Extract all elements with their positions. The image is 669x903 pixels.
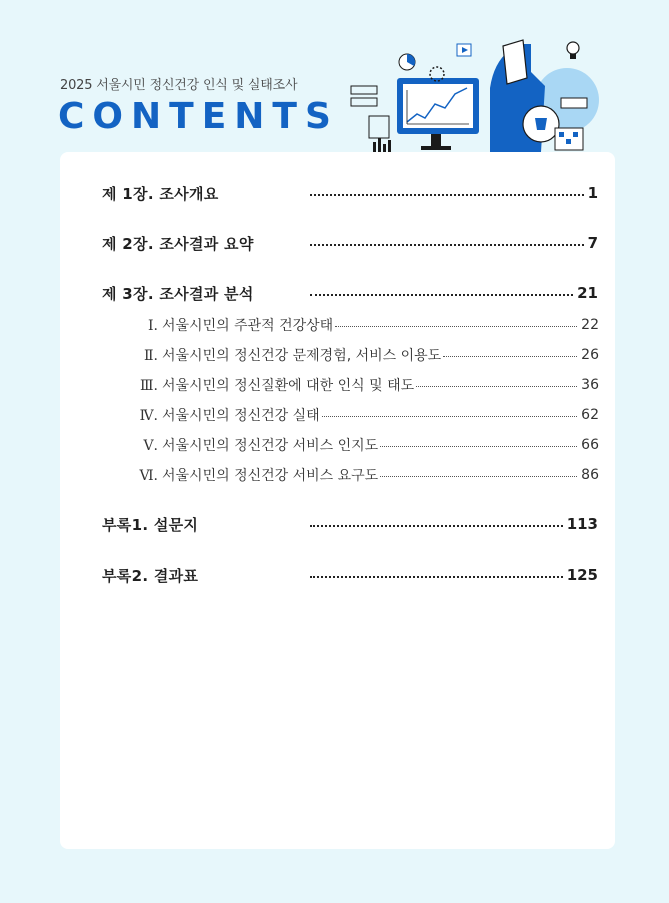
toc-section-2[interactable]	[136, 344, 599, 366]
toc-section-5[interactable]	[136, 434, 599, 456]
contents-title: CONTENTS	[58, 96, 339, 137]
chapter-label: 제 2장. 조사결과 요약	[102, 234, 254, 253]
section-label: 서울시민의 주관적 건강상태	[162, 318, 334, 334]
section-numeral: Ⅲ.	[140, 378, 158, 394]
page-number: 113	[566, 515, 598, 533]
toc-section-4[interactable]	[136, 404, 599, 426]
page-number: 21	[577, 284, 598, 302]
dot-leader	[310, 294, 573, 296]
section-label: 서울시민의 정신건강 서비스 인지도	[162, 438, 379, 454]
toc-appendix-2[interactable]	[102, 563, 598, 587]
analytics-illustration	[345, 28, 605, 154]
dot-leader	[322, 416, 578, 417]
section-label: 서울시민의 정신건강 실태	[162, 408, 320, 424]
page-number: 62	[581, 407, 599, 423]
page-number: 36	[581, 377, 599, 393]
page-number: 22	[581, 317, 599, 333]
section-numeral: Ⅴ.	[143, 438, 158, 454]
appendix-label: 부록1. 설문지	[102, 515, 199, 534]
dot-leader	[335, 326, 577, 327]
dot-leader	[310, 525, 563, 527]
report-subtitle: 2025 서울시민 정신건강 인식 및 실태조사	[60, 78, 298, 93]
section-numeral: Ⅵ.	[139, 468, 158, 484]
section-numeral: Ⅳ.	[139, 408, 158, 424]
chapter-label: 제 1장. 조사개요	[102, 184, 219, 203]
page-number: 86	[581, 467, 599, 483]
page-number: 125	[566, 566, 598, 584]
toc-section-3[interactable]	[136, 374, 599, 396]
page-number: 1	[587, 184, 598, 202]
dot-leader	[380, 476, 577, 477]
section-numeral: Ⅱ.	[144, 348, 158, 364]
page-number: 66	[581, 437, 599, 453]
page-number: 26	[581, 347, 599, 363]
dot-leader	[416, 386, 577, 387]
toc-chapter-1[interactable]	[102, 181, 598, 205]
page-number: 7	[587, 234, 598, 252]
dot-leader	[310, 576, 563, 578]
dot-leader	[310, 194, 584, 196]
section-label: 서울시민의 정신질환에 대한 인식 및 태도	[162, 378, 415, 394]
section-label: 서울시민의 정신건강 서비스 요구도	[162, 468, 379, 484]
toc-chapter-2[interactable]	[102, 231, 598, 255]
dot-leader	[310, 244, 584, 246]
dot-leader	[380, 446, 577, 447]
toc-appendix-1[interactable]	[102, 512, 598, 536]
chapter-label: 제 3장. 조사결과 분석	[102, 284, 254, 303]
section-label: 서울시민의 정신건강 문제경험, 서비스 이용도	[162, 348, 442, 364]
toc-section-6[interactable]	[136, 464, 599, 486]
toc-card	[60, 152, 615, 849]
toc-chapter-3[interactable]	[102, 281, 598, 305]
toc-section-1[interactable]	[136, 314, 599, 336]
dot-leader	[443, 356, 577, 357]
appendix-label: 부록2. 결과표	[102, 566, 199, 585]
section-numeral: Ⅰ.	[148, 318, 158, 334]
